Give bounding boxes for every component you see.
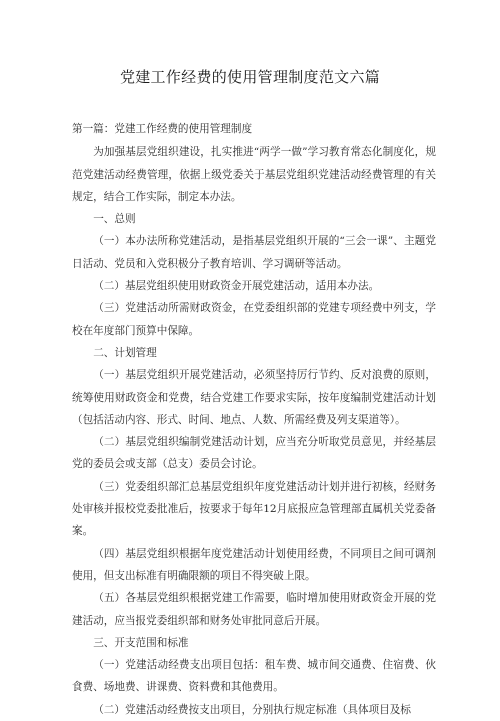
paragraph: （一）基层党组织开展党建活动，必须坚持厉行节约、反对浪费的原则，统筹使用财政资金和党费，结合党建工作要求实际，按年度编制党建活动计划（包括活动内容、形式、时间、地点、人数、所需经费及列支渠道等）。 xyxy=(72,369,436,426)
paragraph: （三）党委组织部汇总基层党组织年度党建活动计划并进行初核，经财务处审核并报校党委批准后，按要求于每年12月底报应急管理部直属机关党委备案。 xyxy=(72,480,436,538)
paragraph: （二）基层党组织编制党建活动计划，应当充分听取党员意见，并经基层党的委员会或支部（总支）委员会讨论。 xyxy=(72,436,436,471)
paragraph: 三、开支范围和标准 xyxy=(93,636,189,649)
paragraph: （四）基层党组织根据年度党建活动计划使用经费，不同项目之间可调剂使用，但支出标准有明确限额的项目不得突破上限。 xyxy=(72,547,436,582)
paragraph: （一）本办法所称党建活动，是指基层党组织开展的“三会一课”、主题党日活动、党员和入党积极分子教育培训、学习调研等活动。 xyxy=(72,235,436,270)
section-heading: 第一篇：党建工作经费的使用管理制度 xyxy=(72,123,253,135)
paragraph: 为加强基层党组织建设，扎实推进“两学一做”学习教育常态化制度化，规范党建活动经费管理，依据上级党委关于基层党组织党建活动经费管理的有关规定，结合工作实际，制定本办法。 xyxy=(72,146,436,203)
paragraph: （一）党建活动经费支出项目包括：租车费、城市间交通费、住宿费、伙食费、场地费、讲课费、资料费和其他费用。 xyxy=(72,659,436,694)
document-title: 党建工作经费的使用管理制度范文六篇 xyxy=(119,68,381,86)
paragraph: 一、总则 xyxy=(93,213,136,226)
paragraph: （二）基层党组织使用财政资金开展党建活动，适用本办法。 xyxy=(93,280,380,293)
paragraph: （二）党建活动经费按支出项目，分别执行规定标准（具体项目及标 xyxy=(93,703,411,716)
document-body xyxy=(72,118,436,721)
paragraph: （五）各基层党组织根据党建工作需要，临时增加使用财政资金开展的党建活动，应当报党委组织部和财务处审批同意后开展。 xyxy=(72,592,436,627)
paragraph: （三）党建活动所需财政资金，在党委组织部的党建专项经费中列支，学校在年度部门预算中保障。 xyxy=(72,302,436,337)
paragraph: 二、计划管理 xyxy=(93,346,157,359)
